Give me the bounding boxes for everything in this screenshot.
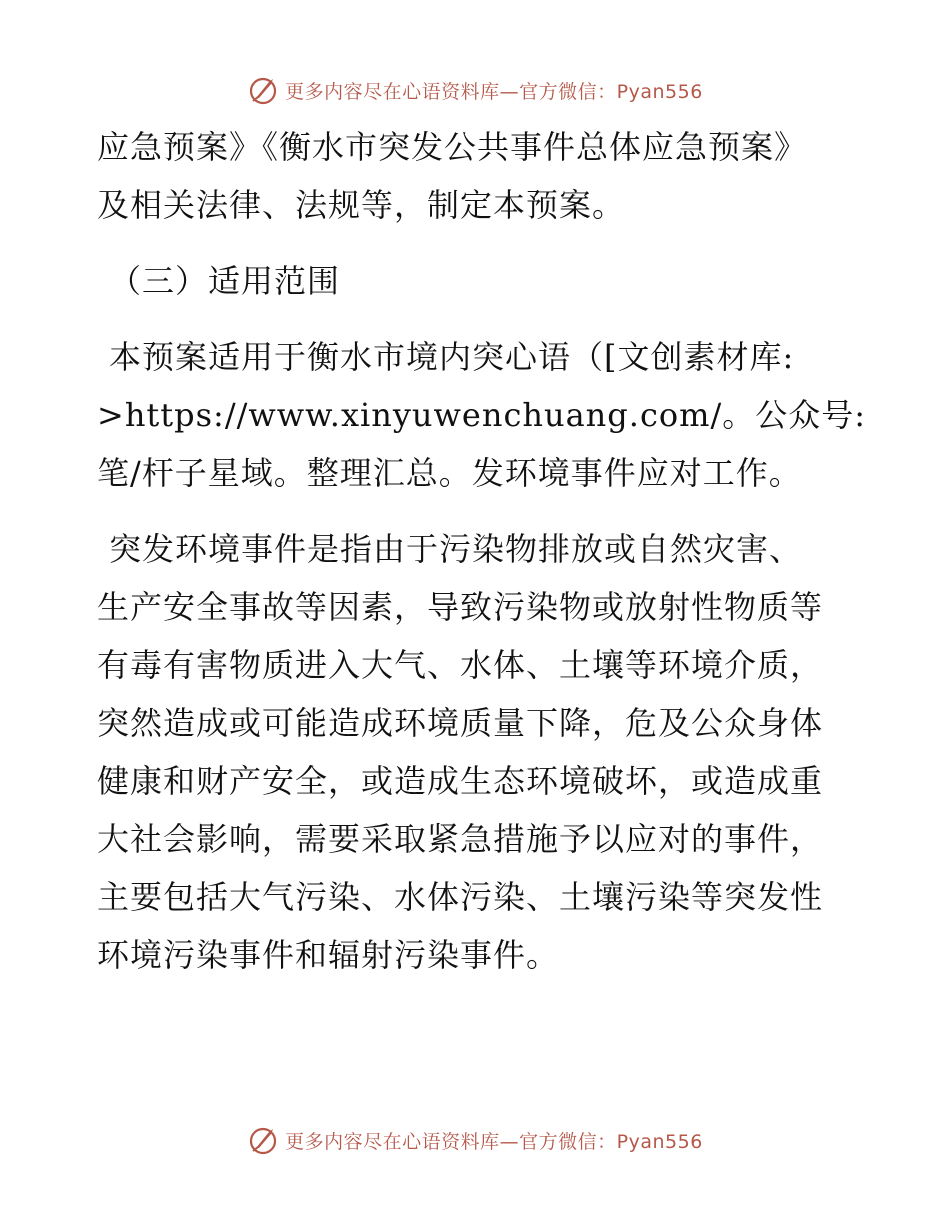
footer-banner bbox=[0, 1120, 950, 1160]
footer-banner-text: 更多内容尽在心语资料库—官方微信：Pyan556 bbox=[285, 1130, 703, 1153]
paragraph-scope bbox=[97, 328, 867, 502]
quill-pen-circle-icon bbox=[247, 73, 281, 107]
text-line: 健康和财产安全，或造成生态环境破坏，或造成重 bbox=[97, 762, 824, 800]
text-line: >https://www.xinyuwenchuang.com/。公众号: bbox=[97, 396, 867, 434]
text-line: 有毒有害物质进入大气、水体、土壤等环境介质， bbox=[97, 646, 824, 684]
text-line: 突发环境事件是指由于污染物排放或自然灾害、 bbox=[109, 530, 803, 568]
text-line: 大社会影响，需要采取紧急措施予以应对的事件， bbox=[97, 820, 824, 858]
text-line: 环境污染事件和辐射污染事件。 bbox=[97, 936, 560, 974]
section-heading-scope bbox=[97, 252, 857, 310]
quill-pen-circle-icon bbox=[247, 1123, 281, 1157]
document-body bbox=[97, 118, 867, 984]
text-line: 主要包括大气污染、水体污染、土壤污染等突发性 bbox=[97, 878, 824, 916]
text-line: 应急预案》《衡水市突发公共事件总体应急预案》 bbox=[97, 128, 808, 166]
text-line: 及相关法律、法规等，制定本预案。 bbox=[97, 186, 626, 224]
section-heading: （三）适用范围 bbox=[109, 262, 341, 300]
header-banner-text: 更多内容尽在心语资料库—官方微信：Pyan556 bbox=[285, 80, 703, 103]
paragraph-basis bbox=[97, 118, 857, 234]
text-line: 本预案适用于衡水市境内突心语（[文创素材库: bbox=[109, 338, 795, 376]
paragraph-definition bbox=[97, 520, 857, 984]
text-line: 生产安全事故等因素，导致污染物或放射性物质等 bbox=[97, 588, 824, 626]
text-line: 笔/杆子星域。整理汇总。发环境事件应对工作。 bbox=[97, 454, 802, 492]
header-banner bbox=[0, 70, 950, 110]
text-line: 突然造成或可能造成环境质量下降，危及公众身体 bbox=[97, 704, 824, 742]
